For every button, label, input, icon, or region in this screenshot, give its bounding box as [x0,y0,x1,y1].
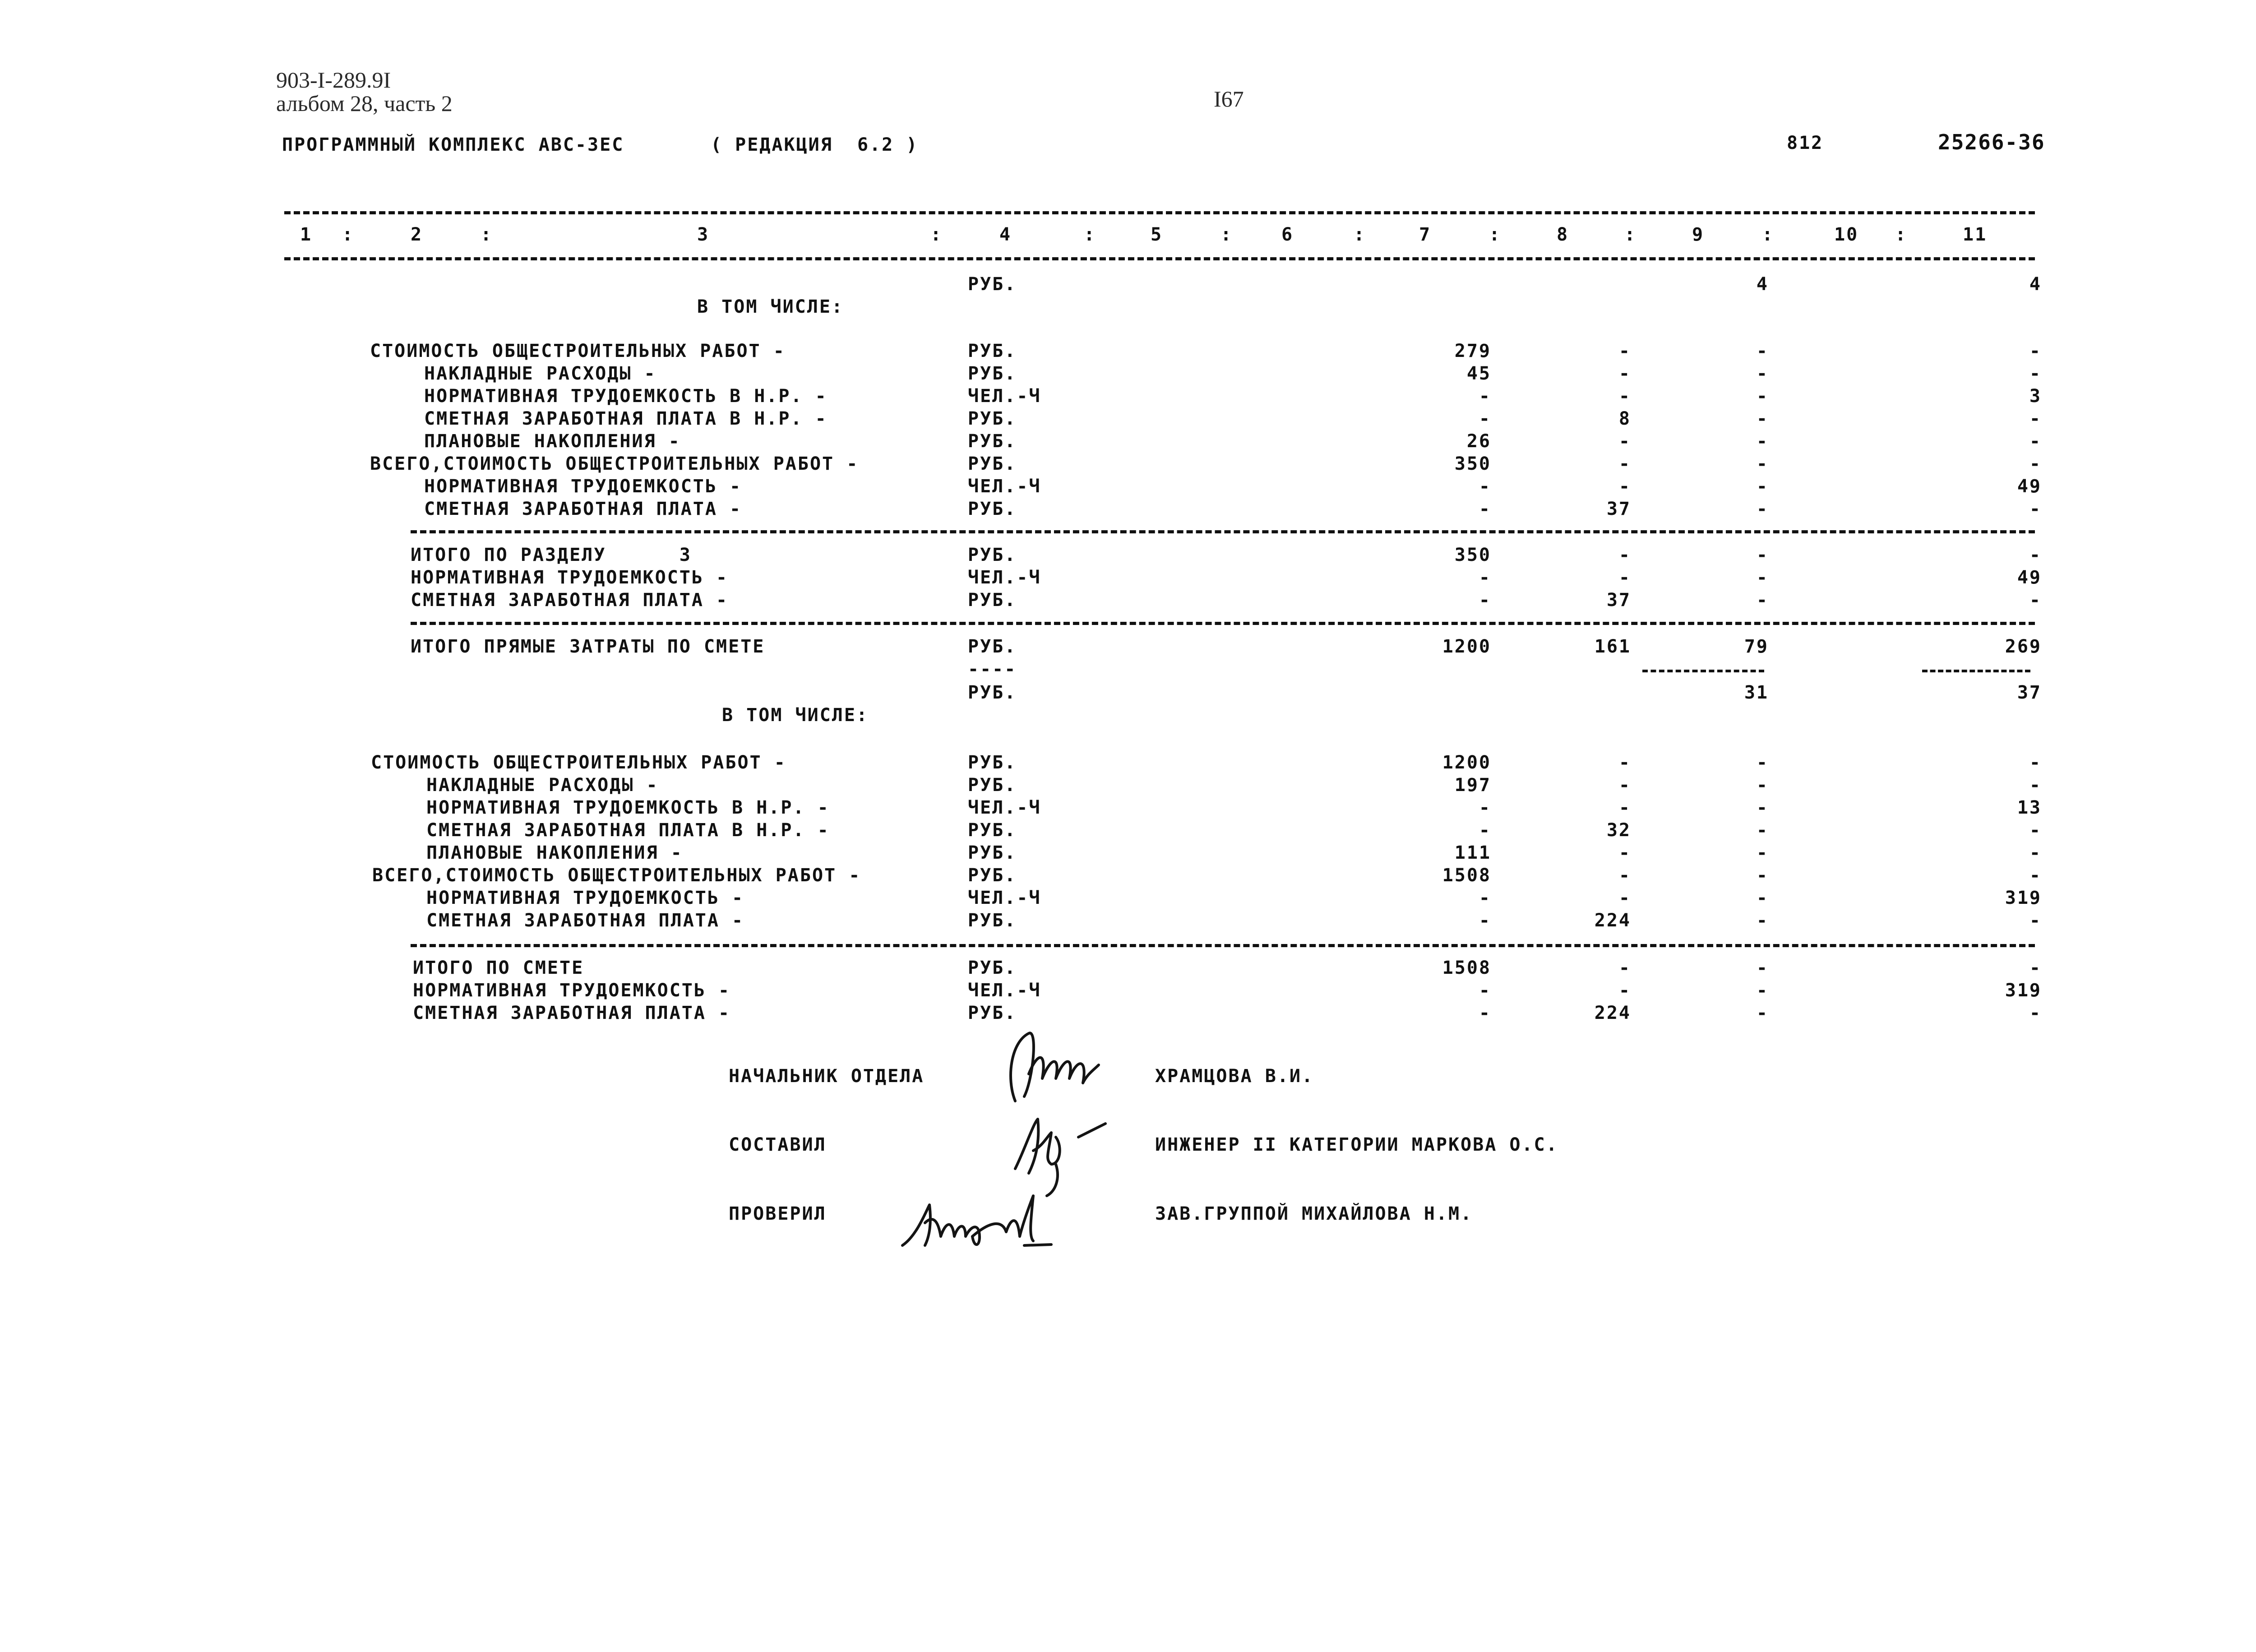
table-row [0,635,2256,658]
cell-col7: - [1479,888,1491,908]
cell-col9: - [1756,545,1769,565]
cell-col11: - [2029,910,2042,931]
row-unit: РУБ. [968,820,1017,841]
signature-head-of-department [997,1024,1105,1115]
row-label: В ТОМ ЧИСЛЕ: [697,296,844,317]
cell-col11: - [2029,775,2042,796]
row-unit: РУБ. [968,545,1017,565]
row-unit: РУБ. [968,775,1017,796]
cell-col8: - [1618,842,1631,863]
cell-col7: 111 [1454,842,1491,863]
signature-name: ИНЖЕНЕР II КАТЕГОРИИ МАРКОВА О.С. [1155,1134,1558,1155]
row-label: ВСЕГО,СТОИМОСТЬ ОБЩЕСТРОИТЕЛЬНЫХ РАБОТ - [370,453,859,474]
table-row [0,864,2256,887]
cell-col7: 26 [1466,431,1491,452]
program-name: ПРОГРАММНЫЙ КОМПЛЕКС АВС-3ЕС [282,134,624,155]
row-label: НОРМАТИВНАЯ ТРУДОЕМКОСТЬ - [413,980,731,1001]
cell-col8: 224 [1594,910,1631,931]
row-label: ПЛАНОВЫЕ НАКОПЛЕНИЯ - [424,431,681,452]
row-unit: РУБ. [968,1003,1017,1023]
cell-col8: - [1618,567,1631,588]
cell-col11: 4 [2029,274,2042,295]
cell-col8: - [1618,363,1631,384]
row-unit: ЧЕЛ.-Ч [968,567,1041,588]
column-headers [0,223,2256,246]
cell-col8: - [1618,958,1631,978]
table-row [0,385,2256,407]
cell-col8: - [1618,752,1631,773]
table-row [0,957,2256,979]
cell-col8: - [1618,386,1631,407]
cell-col7: - [1479,980,1491,1001]
cell-col8: 32 [1606,820,1631,841]
row-unit: РУБ. [968,958,1017,978]
cell-col9: - [1756,590,1769,611]
cell-col11: - [2029,958,2042,978]
table-row [0,589,2256,611]
table-row [0,796,2256,819]
table-row [0,273,2256,296]
row-unit: РУБ. [968,499,1017,519]
document-code: 903-I-289.9I [276,67,391,93]
table-row [0,842,2256,864]
cell-col9: - [1756,341,1769,361]
cell-col11: - [2029,545,2042,565]
column-separator: : [1354,224,1366,245]
column-separator: : [1084,224,1096,245]
row-label: ИТОГО ПО РАЗДЕЛУ 3 [411,545,692,565]
row-label: СМЕТНАЯ ЗАРАБОТНАЯ ПЛАТА - [424,499,742,519]
column-header-7: 7 [1419,224,1432,245]
header-bottom-dash-line [284,257,2035,260]
row-unit: ЧЕЛ.-Ч [968,980,1041,1001]
row-label: СМЕТНАЯ ЗАРАБОТНАЯ ПЛАТА - [426,910,744,931]
cell-col7: - [1479,408,1491,429]
row-unit: РУБ. [968,910,1017,931]
cell-col7: 1200 [1442,752,1491,773]
table-row [0,909,2256,932]
cell-col9: - [1756,567,1769,588]
row-label: ВСЕГО,СТОИМОСТЬ ОБЩЕСТРОИТЕЛЬНЫХ РАБОТ - [372,865,861,886]
column-separator: : [1624,224,1637,245]
column-separator: : [342,224,355,245]
row-label: ИТОГО ПРЯМЫЕ ЗАТРАТЫ ПО СМЕТЕ [411,636,765,657]
cell-col9: - [1756,453,1769,474]
column-header-6: 6 [1281,224,1294,245]
cell-col11: - [2029,408,2042,429]
cell-col8: - [1618,431,1631,452]
column-separator: : [481,224,493,245]
header-number-812: 812 [1787,133,1824,153]
row-label: В ТОМ ЧИСЛЕ: [722,705,869,726]
cell-col7: 45 [1466,363,1491,384]
table-row [0,1002,2256,1024]
cell-col9: - [1756,1003,1769,1023]
table-row [0,979,2256,1002]
cell-col8: 37 [1606,590,1631,611]
row-unit: ---- [968,659,1017,680]
table-row [0,296,2256,318]
table-row [0,362,2256,385]
cell-col11: 269 [2005,636,2042,657]
signature-role: ПРОВЕРИЛ [729,1203,827,1224]
table-row [0,430,2256,453]
table-row [0,566,2256,589]
cell-col7: 1508 [1442,958,1491,978]
table-row [0,681,2256,704]
cell-col8: 224 [1594,1003,1631,1023]
program-edition: ( РЕДАКЦИЯ 6.2 ) [711,134,919,155]
cell-col9: - [1756,499,1769,519]
cell-col7: - [1479,820,1491,841]
cell-col7: - [1479,590,1491,611]
table-row [0,475,2256,498]
cell-col7: - [1479,1003,1491,1023]
cell-col11: - [2029,453,2042,474]
signature-line [0,1134,2256,1156]
cell-col11: 13 [2017,797,2042,818]
table-row [0,544,2256,566]
signature-line [0,1065,2256,1087]
cell-col7: 350 [1454,453,1491,474]
cell-col11: 37 [2017,682,2042,703]
row-label: НОРМАТИВНАЯ ТРУДОЕМКОСТЬ В Н.Р. - [426,797,830,818]
row-unit: РУБ. [968,865,1017,886]
cell-col9: - [1756,980,1769,1001]
cell-col9: - [1756,386,1769,407]
table-row [0,658,2256,680]
page-number: I67 [1214,86,1244,111]
row-label: СТОИМОСТЬ ОБЩЕСТРОИТЕЛЬНЫХ РАБОТ - [370,341,786,361]
column-header-11: 11 [1963,224,1988,245]
cell-col9: 4 [1756,274,1769,295]
table-row [0,340,2256,362]
cell-col8: - [1618,775,1631,796]
column-separator: : [1489,224,1502,245]
row-label: СТОИМОСТЬ ОБЩЕСТРОИТЕЛЬНЫХ РАБОТ - [371,752,786,773]
cell-col8: 37 [1606,499,1631,519]
header-number-25266: 25266-36 [1938,130,2045,154]
cell-col11: - [2029,1003,2042,1023]
row-unit: ЧЕЛ.-Ч [968,476,1041,497]
row-label: НАКЛАДНЫЕ РАСХОДЫ - [424,363,656,384]
cell-col9: 31 [1744,682,1769,703]
table-row [0,453,2256,475]
separator-line [411,530,2035,533]
table-row [0,887,2256,909]
cell-col9: - [1756,797,1769,818]
cell-col11: - [2029,752,2042,773]
column-header-10: 10 [1834,224,1859,245]
cell-col8: 161 [1594,636,1631,657]
cell-col11: - [2029,865,2042,886]
cell-col11: 49 [2017,476,2042,497]
row-unit: РУБ. [968,453,1017,474]
cell-col8: 8 [1618,408,1631,429]
table-row [0,751,2256,774]
row-unit: РУБ. [968,431,1017,452]
table-row [0,774,2256,796]
cell-col11: - [2029,431,2042,452]
column-header-8: 8 [1557,224,1569,245]
row-label: СМЕТНАЯ ЗАРАБОТНАЯ ПЛАТА - [411,590,729,611]
row-label: ПЛАНОВЫЕ НАКОПЛЕНИЯ - [426,842,683,863]
header-top-dash-line [284,211,2035,214]
cell-col8: - [1618,545,1631,565]
cell-col7: 279 [1454,341,1491,361]
row-unit: РУБ. [968,752,1017,773]
table-row [0,819,2256,842]
cell-col7: - [1479,386,1491,407]
cell-col7: - [1479,797,1491,818]
cell-col9: - [1756,476,1769,497]
album-part: альбом 28, часть 2 [276,91,453,116]
cell-col11: - [2029,363,2042,384]
separator-line [411,622,2035,625]
row-label: НОРМАТИВНАЯ ТРУДОЕМКОСТЬ В Н.Р. - [424,386,828,407]
row-unit: РУБ. [968,842,1017,863]
cell-col11: 3 [2029,386,2042,407]
row-label: ИТОГО ПО СМЕТЕ [413,958,584,978]
row-label: НАКЛАДНЫЕ РАСХОДЫ - [426,775,659,796]
column-separator: : [1762,224,1775,245]
signature-name: ХРАМЦОВА В.И. [1155,1066,1314,1087]
cell-col9: - [1756,775,1769,796]
signature-role: НАЧАЛЬНИК ОТДЕЛА [729,1066,925,1087]
separator-line [411,944,2035,947]
cell-col9: - [1756,408,1769,429]
column-header-5: 5 [1151,224,1163,245]
cell-col7: - [1479,476,1491,497]
subtotal-dash-col11 [1922,670,2030,672]
cell-col8: - [1618,865,1631,886]
table-row [0,704,2256,727]
cell-col9: 79 [1744,636,1769,657]
cell-col7: 1508 [1442,865,1491,886]
row-unit: РУБ. [968,363,1017,384]
cell-col9: - [1756,752,1769,773]
cell-col7: - [1479,499,1491,519]
cell-col9: - [1756,431,1769,452]
row-unit: ЧЕЛ.-Ч [968,888,1041,908]
table-row [0,407,2256,430]
signature-name: ЗАВ.ГРУППОЙ МИХАЙЛОВА Н.М. [1155,1203,1473,1224]
signature-checked-by [898,1187,1065,1254]
cell-col11: - [2029,590,2042,611]
cell-col9: - [1756,958,1769,978]
cell-col11: 319 [2005,888,2042,908]
column-separator: : [1220,224,1233,245]
cell-col11: - [2029,820,2042,841]
cell-col9: - [1756,820,1769,841]
cell-col9: - [1756,363,1769,384]
cell-col7: 197 [1454,775,1491,796]
cell-col11: - [2029,341,2042,361]
row-label: НОРМАТИВНАЯ ТРУДОЕМКОСТЬ - [426,888,744,908]
subtotal-dash-col9 [1642,670,1764,672]
row-unit: РУБ. [968,590,1017,611]
column-header-2: 2 [411,224,423,245]
row-unit: РУБ. [968,682,1017,703]
row-label: СМЕТНАЯ ЗАРАБОТНАЯ ПЛАТА В Н.Р. - [424,408,828,429]
column-separator: : [930,224,943,245]
cell-col9: - [1756,842,1769,863]
row-unit: РУБ. [968,408,1017,429]
cell-col7: 350 [1454,545,1491,565]
cell-col8: - [1618,888,1631,908]
cell-col11: 319 [2005,980,2042,1001]
cell-col9: - [1756,865,1769,886]
cell-col9: - [1756,888,1769,908]
row-unit: РУБ. [968,274,1017,295]
column-separator: : [1895,224,1908,245]
cell-col8: - [1618,980,1631,1001]
row-label: СМЕТНАЯ ЗАРАБОТНАЯ ПЛАТА - [413,1003,731,1023]
column-header-9: 9 [1692,224,1705,245]
cell-col9: - [1756,910,1769,931]
signature-line [0,1203,2256,1225]
row-unit: ЧЕЛ.-Ч [968,797,1041,818]
row-label: СМЕТНАЯ ЗАРАБОТНАЯ ПЛАТА В Н.Р. - [426,820,830,841]
row-unit: РУБ. [968,341,1017,361]
row-unit: ЧЕЛ.-Ч [968,386,1041,407]
row-label: НОРМАТИВНАЯ ТРУДОЕМКОСТЬ - [411,567,729,588]
cell-col11: - [2029,499,2042,519]
cell-col8: - [1618,453,1631,474]
cell-col7: - [1479,567,1491,588]
table-row [0,498,2256,520]
row-label: НОРМАТИВНАЯ ТРУДОЕМКОСТЬ - [424,476,742,497]
cell-col8: - [1618,797,1631,818]
column-header-1: 1 [300,224,313,245]
column-header-4: 4 [999,224,1012,245]
column-header-3: 3 [697,224,710,245]
cell-col11: - [2029,842,2042,863]
cell-col11: 49 [2017,567,2042,588]
cell-col7: - [1479,910,1491,931]
cell-col8: - [1618,341,1631,361]
cell-col7: 1200 [1442,636,1491,657]
row-unit: РУБ. [968,636,1017,657]
cell-col8: - [1618,476,1631,497]
signature-role: СОСТАВИЛ [729,1134,827,1155]
